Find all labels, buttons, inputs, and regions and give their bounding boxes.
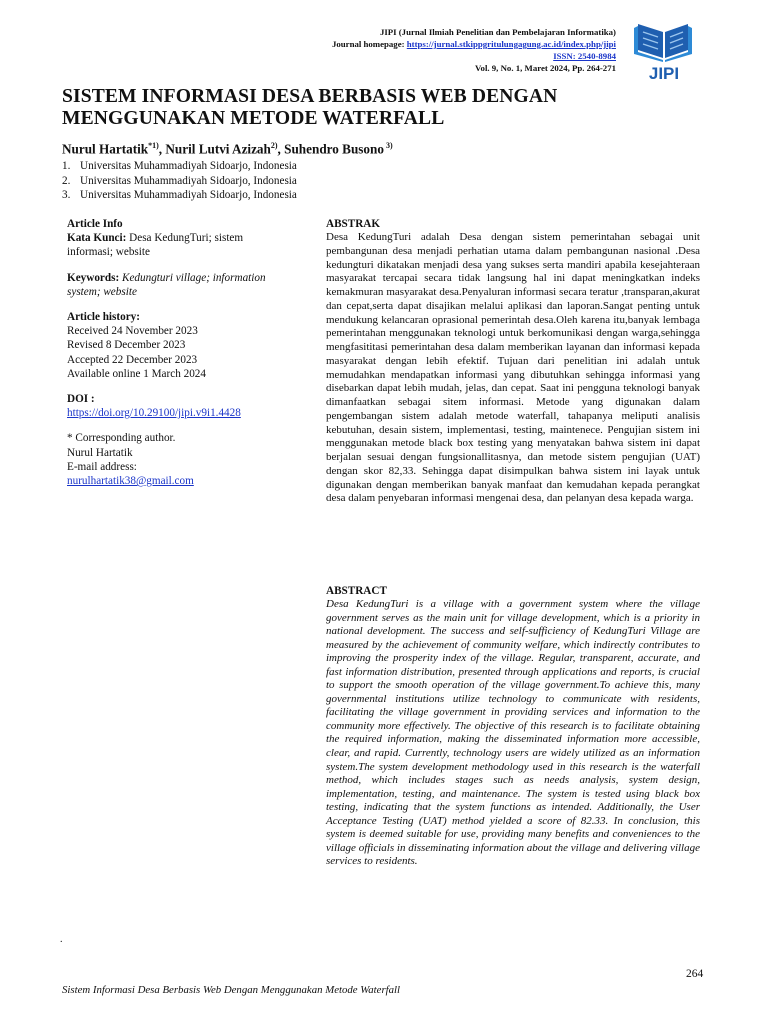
author-sep: , (277, 141, 285, 157)
open-book-icon (624, 18, 704, 82)
doi-link[interactable]: https://doi.org/10.29100/jipi.v9i1.4428 (67, 407, 241, 420)
journal-header (196, 26, 616, 74)
abstrak-text: Desa KedungTuri adalah Desa dengan sistem pemerintahan sebagai unit pembangunan desa menjadi perhatian utama dalam pembangunan nasional .Desa kedungturi dikatakan menjadi desa yang sukses serta mandiri apabila kesejahteraan masyarakat tercapai secara tidak langsung hal ini dapat meningkatkan indeks kemakmuran masyarakat desa.Penyaluran informasi secara teratur ,transparan,akurat dan cepat,serta dapat disajikan melalui aplikasi dan laporan.Sangat penting untuk mendukung kelancaran oprasional pemerintah desa.Oleh karena itu,banyak lembaga pemerintahan menggunakan teknologi untuk berkomunikasi dengan warga,sehingga mengfasititasi pemerintahan desa dalam memberikan layanan dan informasi kepada masyarakat dengan lebih efektif. Tujuan dari penelitian ini adalah untuk memudahkan mendapatkan informasi yang dibutuhkan sehingga informasi yang disebarkan dapat lebih mudah, jelas, dan cepat. Saat ini pengguna teknologi banyak dimanfaatkan sebagai sitem informasi. Metode yang digunakan dalam pengembangan sistem adalah metode waterfall, tahapanya meliputi analisis kebutuhan, desain sistem, implementasi, testing, maintenece. Pengujian sistem ini menggunakan metode black box testing yang menyatakan bahwa sistem ini dapat berjalan sesuai dengan fungsionallitasnya, dan metode sistem pengujian (UAT) dengan skor 82,33. Sehingga dapat disimpulkan bahwa sistem ini layak untuk digunakan dengan memberikan banyak manfaat dan kemudahan kepada perangkat desa dalam penyebaran informasi mengenai desa, dan pelanyan desa kepada warga. (326, 231, 700, 505)
received-date: Received 24 November 2023 (67, 325, 198, 338)
affiliation-text: Universitas Muhammadiyah Sidoarjo, Indonesia (80, 160, 297, 172)
author-3-sup: 3) (383, 141, 393, 150)
keywords (67, 271, 307, 285)
journal-homepage (196, 38, 616, 50)
footnote-dot: . (60, 934, 63, 945)
abstract-section (326, 584, 700, 869)
keywords-label: Keywords: (67, 271, 120, 284)
doi-label: DOI : (67, 393, 95, 406)
keywords-line-2: system; website (67, 285, 137, 298)
author-1-sup: *1) (148, 141, 159, 150)
journal-logo (624, 18, 704, 82)
abstract-text: Desa KedungTuri is a village with a government system where the village government serves as the main unit for village development, which is a priority in national development. The success and self-sufficiency of KedungTuri Village are measured by the achievement of community welfare, which indirectly contributes to improving the prosperity index of the village. Regular, transparent, accurate, and fast information distribution, presented through applications and reports, is crucial to support the smooth operation of the village government.To achieve this, many governmental institutions utilize technology to communicate with residents, facilitating the village government in providing services and information to the community more effectively. The objective of this research is to facilitate obtaining the required information, making the disseminated information more accessible, clear, and rapid. Currently, technology users are widely utilized as an information system.The system development methodology used in this research is the waterfall method, which includes stages such as needs analysis, system design, implementation, testing, and maintenance. The system is tested using black box testing, indicating that the system functions as intended. Additionally, the User Acceptance Testing (UAT) method yielded a score of 82.33. In conclusion, this system is deemed suitable for use, providing many benefits and conveniences to the village officials in disseminating information about the village and delivering village services to residents. (326, 598, 700, 868)
abstrak-section (326, 217, 700, 506)
page-number: 264 (686, 968, 704, 980)
email-link[interactable]: nurulhartatik38@gmail.com (67, 475, 194, 488)
author-sep: , (158, 141, 166, 157)
issn-link[interactable]: ISSN: 2540-8984 (553, 51, 616, 61)
article-info (67, 217, 307, 488)
journal-name: JIPI (Jurnal Ilmiah Penelitian dan Pembelajaran Informatika) (379, 27, 616, 37)
affiliation-number: 1. (62, 160, 71, 172)
revised-date: Revised 8 December 2023 (67, 339, 186, 352)
logo-text: JIPI (648, 64, 680, 82)
affiliation-number: 2. (62, 174, 71, 187)
keywords-line-1: Kedungturi village; information (119, 271, 266, 284)
affiliation-number: 3. (62, 189, 71, 202)
kata-kunci-label: Kata Kunci: (67, 232, 127, 245)
homepage-label: Journal homepage: (331, 39, 407, 49)
affiliation-list (62, 159, 297, 203)
kata-kunci-line-1: Desa KedungTuri; sistem (126, 232, 244, 245)
author-list (62, 141, 393, 157)
abstrak-heading: ABSTRAK (326, 218, 381, 230)
homepage-link[interactable]: https://jurnal.stkippgritulungagung.ac.id/index.php/jipi (406, 39, 616, 49)
affiliation-text: Universitas Muhammadiyah Sidoarjo, Indonesia (80, 174, 297, 187)
author-3: Suhendro Busono (284, 141, 384, 157)
affiliation-text: Universitas Muhammadiyah Sidoarjo, Indonesia (80, 189, 297, 202)
author-2-sup: 2) (270, 141, 278, 150)
paper-title-line-1: SISTEM INFORMASI DESA BERBASIS WEB DENGAN (62, 86, 558, 107)
volume-info: Vol. 9, No. 1, Maret 2024, Pp. 264-271 (475, 63, 616, 73)
running-title: Sistem Informasi Desa Berbasis Web Dengan Menggunakan Metode Waterfall (62, 984, 401, 996)
kata-kunci (67, 231, 307, 245)
article-info-heading: Article Info (67, 218, 123, 230)
corresponding-name: Nurul Hartatik (67, 446, 133, 459)
affiliation-item (62, 174, 297, 189)
paper-title (62, 86, 622, 130)
abstract-heading: ABSTRACT (326, 585, 387, 597)
kata-kunci-line-2: informasi; website (67, 246, 150, 259)
history-label: Article history: (67, 311, 141, 324)
online-date: Available online 1 March 2024 (67, 367, 206, 380)
email-label: E-mail address: (67, 460, 137, 473)
affiliation-item (62, 188, 297, 203)
accepted-date: Accepted 22 December 2023 (67, 353, 198, 366)
author-2: Nuril Lutvi Azizah (165, 141, 271, 157)
author-1: Nurul Hartatik (62, 141, 149, 157)
paper-title-line-2: MENGGUNAKAN METODE WATERFALL (62, 108, 445, 129)
corresponding-note: * Corresponding author. (67, 432, 176, 445)
affiliation-item (62, 159, 297, 174)
